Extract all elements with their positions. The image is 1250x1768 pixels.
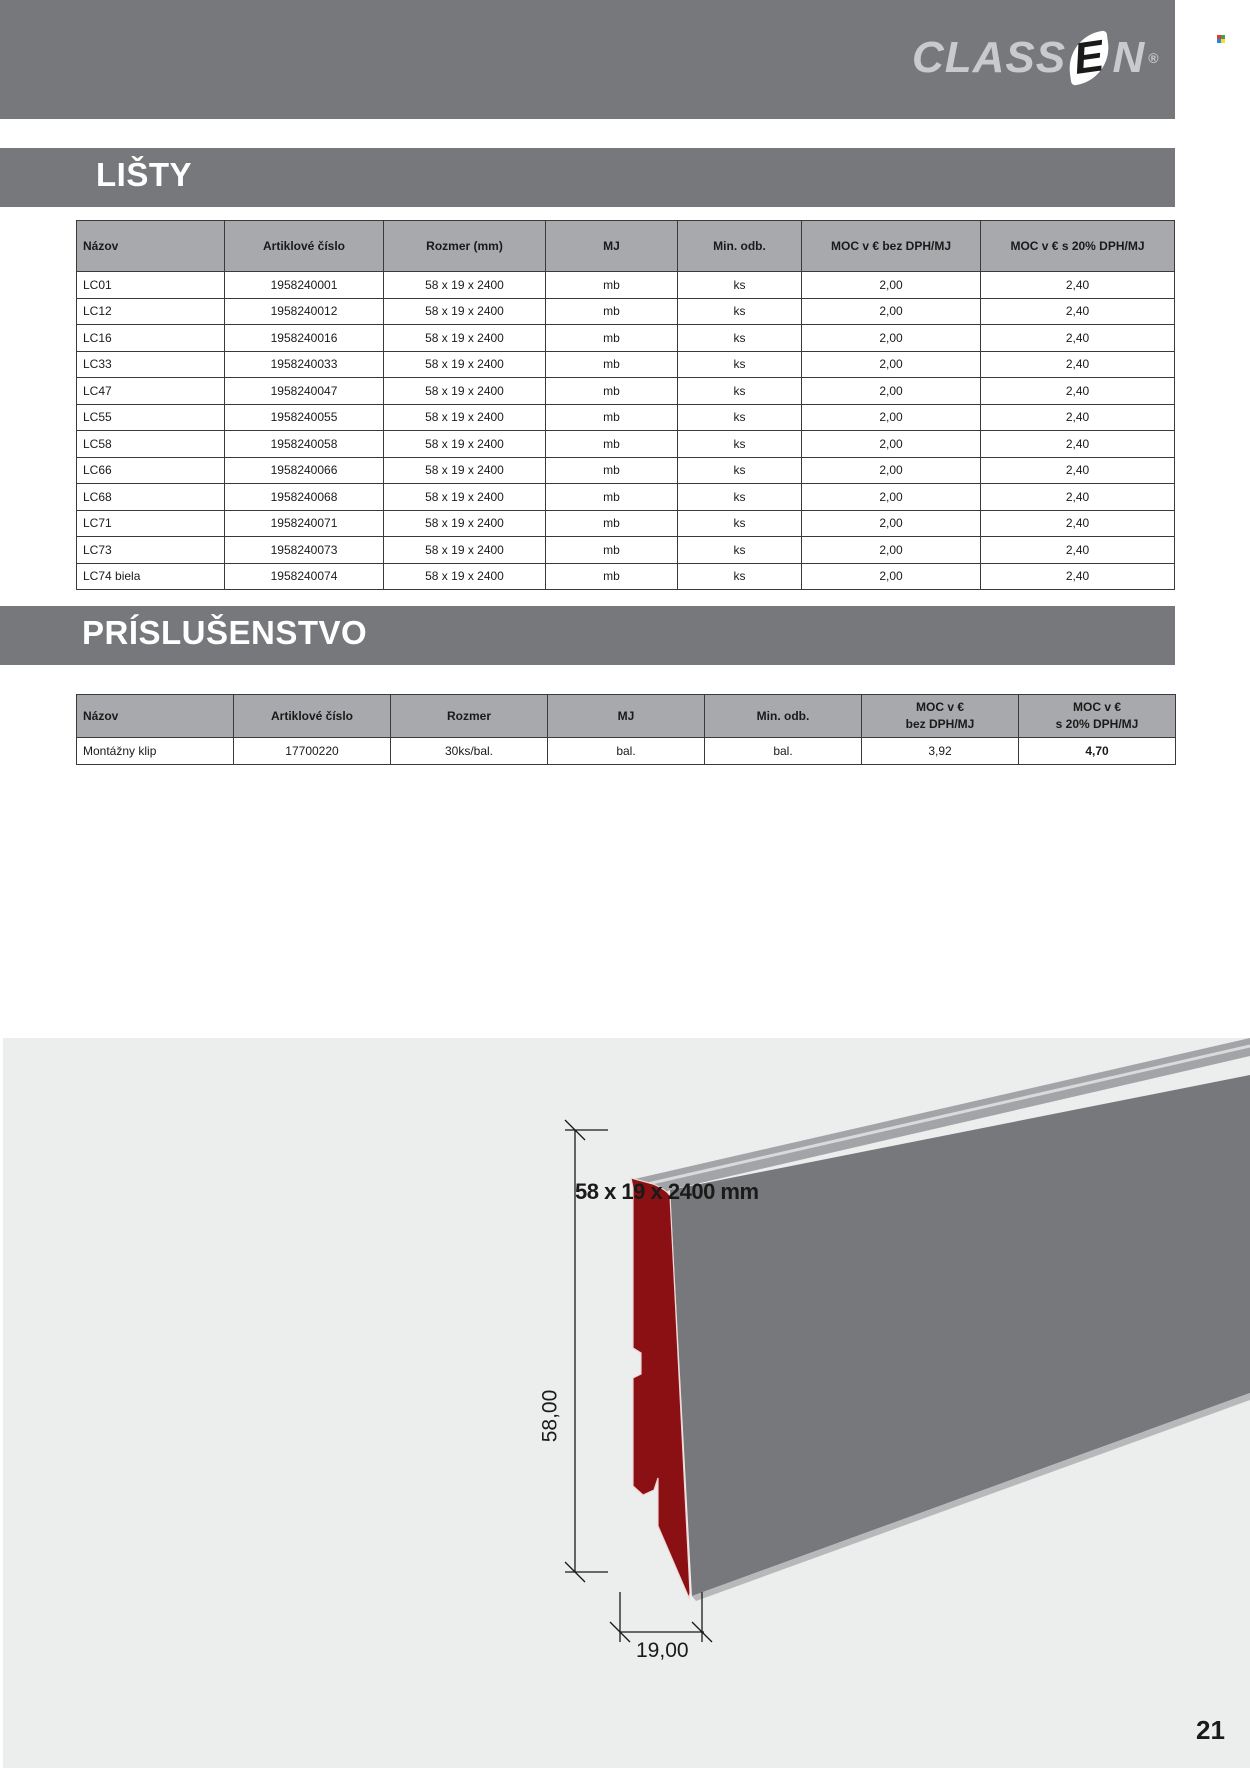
cell-min-odb: ks <box>678 272 802 299</box>
cell-rozmer: 58 x 19 x 2400 <box>384 457 546 484</box>
cell-moc-s-dph: 2,40 <box>981 378 1175 405</box>
section-title-prislusenstvo: PRÍSLUŠENSTVO <box>82 614 368 651</box>
logo-leaf-mark: E <box>1065 30 1114 85</box>
cell-rozmer: 58 x 19 x 2400 <box>384 404 546 431</box>
registered-mark: ® <box>1148 50 1160 66</box>
cell-nazov: LC74 biela <box>77 563 225 590</box>
cell-mj: bal. <box>548 738 705 765</box>
col-header-moc-bez-dph: MOC v € bez DPH/MJ <box>862 695 1019 738</box>
col-header-nazov: Názov <box>77 221 225 272</box>
cell-moc-s-dph: 2,40 <box>981 510 1175 537</box>
logo-text-right: N <box>1112 33 1146 82</box>
col-header-rozmer: Rozmer (mm) <box>384 221 546 272</box>
section-bar-prislusenstvo <box>0 606 1175 665</box>
cell-min-odb: ks <box>678 563 802 590</box>
cell-artikel: 1958240016 <box>225 325 384 352</box>
cell-moc-bez-dph: 2,00 <box>802 325 981 352</box>
cell-moc-s-dph: 2,40 <box>981 404 1175 431</box>
table-row <box>77 404 1175 431</box>
section-bar-listy <box>0 148 1175 207</box>
skirting-diagram-panel <box>3 1038 1250 1768</box>
col-header-artikel: Artiklové číslo <box>234 695 391 738</box>
diagram-dimensions-title: 58 x 19 x 2400 mm <box>575 1179 759 1204</box>
cell-mj: mb <box>546 563 678 590</box>
cell-nazov: LC68 <box>77 484 225 511</box>
cell-moc-s-dph: 2,40 <box>981 484 1175 511</box>
cell-min-odb: ks <box>678 351 802 378</box>
cell-mj: mb <box>546 510 678 537</box>
section-title-listy: LIŠTY <box>96 156 193 193</box>
cell-nazov: LC71 <box>77 510 225 537</box>
cell-min-odb: ks <box>678 431 802 458</box>
col-header-mj: MJ <box>548 695 705 738</box>
cell-mj: mb <box>546 325 678 352</box>
cell-moc-bez-dph: 2,00 <box>802 484 981 511</box>
cell-nazov: LC73 <box>77 537 225 564</box>
cell-min-odb: ks <box>678 510 802 537</box>
cell-moc-s-dph: 2,40 <box>981 457 1175 484</box>
cell-moc-s-dph: 2,40 <box>981 537 1175 564</box>
cell-artikel: 17700220 <box>234 738 391 765</box>
width-dimension-label: 19,00 <box>636 1639 689 1662</box>
cell-artikel: 1958240033 <box>225 351 384 378</box>
cell-mj: mb <box>546 484 678 511</box>
cell-moc-s-dph: 2,40 <box>981 298 1175 325</box>
cell-rozmer: 58 x 19 x 2400 <box>384 431 546 458</box>
col-header-mj: MJ <box>546 221 678 272</box>
cell-artikel: 1958240066 <box>225 457 384 484</box>
prislusenstvo-table <box>76 694 1176 765</box>
cell-moc-s-dph: 4,70 <box>1019 738 1176 765</box>
cell-mj: mb <box>546 537 678 564</box>
cell-moc-bez-dph: 2,00 <box>802 457 981 484</box>
cell-min-odb: ks <box>678 404 802 431</box>
table-row <box>77 272 1175 299</box>
table-row <box>77 484 1175 511</box>
table-header-row <box>77 695 1176 738</box>
skirting-profile-drawing <box>3 1038 1250 1768</box>
cell-moc-s-dph: 2,40 <box>981 272 1175 299</box>
cell-moc-bez-dph: 3,92 <box>862 738 1019 765</box>
cell-rozmer: 58 x 19 x 2400 <box>384 351 546 378</box>
cell-moc-bez-dph: 2,00 <box>802 378 981 405</box>
col-header-artikel: Artiklové číslo <box>225 221 384 272</box>
cell-rozmer: 58 x 19 x 2400 <box>384 325 546 352</box>
cell-nazov: LC55 <box>77 404 225 431</box>
col-header-min-odb: Min. odb. <box>678 221 802 272</box>
cell-artikel: 1958240074 <box>225 563 384 590</box>
cell-artikel: 1958240047 <box>225 378 384 405</box>
table-row <box>77 325 1175 352</box>
table-row <box>77 378 1175 405</box>
cell-moc-bez-dph: 2,00 <box>802 298 981 325</box>
cell-nazov: LC47 <box>77 378 225 405</box>
page-number: 21 <box>1196 1715 1225 1745</box>
cell-min-odb: ks <box>678 298 802 325</box>
cell-moc-s-dph: 2,40 <box>981 431 1175 458</box>
listy-table <box>76 220 1175 590</box>
cell-moc-bez-dph: 2,00 <box>802 510 981 537</box>
cell-rozmer: 58 x 19 x 2400 <box>384 484 546 511</box>
col-header-moc-s-dph: MOC v € s 20% DPH/MJ <box>981 221 1175 272</box>
table-row <box>77 510 1175 537</box>
col-header-moc-bez-dph: MOC v € bez DPH/MJ <box>802 221 981 272</box>
cell-min-odb: ks <box>678 457 802 484</box>
col-header-rozmer: Rozmer <box>391 695 548 738</box>
cell-artikel: 1958240001 <box>225 272 384 299</box>
cell-moc-bez-dph: 2,00 <box>802 537 981 564</box>
color-dots-icon <box>1217 35 1225 43</box>
cell-moc-bez-dph: 2,00 <box>802 431 981 458</box>
cell-min-odb: ks <box>678 378 802 405</box>
table-row <box>77 298 1175 325</box>
cell-mj: mb <box>546 404 678 431</box>
cell-nazov: LC33 <box>77 351 225 378</box>
table-row <box>77 738 1176 765</box>
cell-moc-s-dph: 2,40 <box>981 351 1175 378</box>
table-row <box>77 563 1175 590</box>
cell-nazov: LC01 <box>77 272 225 299</box>
cell-rozmer: 58 x 19 x 2400 <box>384 272 546 299</box>
col-header-moc-s-dph: MOC v € s 20% DPH/MJ <box>1019 695 1176 738</box>
cell-artikel: 1958240058 <box>225 431 384 458</box>
cell-min-odb: ks <box>678 537 802 564</box>
cell-artikel: 1958240071 <box>225 510 384 537</box>
cell-mj: mb <box>546 378 678 405</box>
cell-min-odb: ks <box>678 484 802 511</box>
cell-moc-bez-dph: 2,00 <box>802 404 981 431</box>
cell-moc-bez-dph: 2,00 <box>802 272 981 299</box>
cell-rozmer: 58 x 19 x 2400 <box>384 298 546 325</box>
cell-mj: mb <box>546 272 678 299</box>
cell-moc-s-dph: 2,40 <box>981 325 1175 352</box>
col-header-min-odb: Min. odb. <box>705 695 862 738</box>
logo-text-left: CLASS <box>912 33 1067 82</box>
cell-min-odb: ks <box>678 325 802 352</box>
table-row <box>77 537 1175 564</box>
cell-artikel: 1958240068 <box>225 484 384 511</box>
cell-moc-bez-dph: 2,00 <box>802 563 981 590</box>
table-row <box>77 457 1175 484</box>
cell-rozmer: 58 x 19 x 2400 <box>384 378 546 405</box>
table-header-row <box>77 221 1175 272</box>
cell-rozmer: 58 x 19 x 2400 <box>384 563 546 590</box>
cell-rozmer: 30ks/bal. <box>391 738 548 765</box>
cell-rozmer: 58 x 19 x 2400 <box>384 510 546 537</box>
cell-artikel: 1958240055 <box>225 404 384 431</box>
cell-nazov: LC58 <box>77 431 225 458</box>
cell-artikel: 1958240073 <box>225 537 384 564</box>
col-header-nazov: Názov <box>77 695 234 738</box>
cell-moc-s-dph: 2,40 <box>981 563 1175 590</box>
cell-moc-bez-dph: 2,00 <box>802 351 981 378</box>
cell-nazov: LC12 <box>77 298 225 325</box>
cell-mj: mb <box>546 298 678 325</box>
height-dimension-label: 58,00 <box>538 1389 562 1443</box>
cell-artikel: 1958240012 <box>225 298 384 325</box>
classen-logo <box>912 26 1160 90</box>
table-row <box>77 351 1175 378</box>
cell-nazov: Montážny klip <box>77 738 234 765</box>
cell-mj: mb <box>546 457 678 484</box>
cell-min-odb: bal. <box>705 738 862 765</box>
cell-mj: mb <box>546 431 678 458</box>
table-row <box>77 431 1175 458</box>
cell-mj: mb <box>546 351 678 378</box>
cell-nazov: LC66 <box>77 457 225 484</box>
cell-rozmer: 58 x 19 x 2400 <box>384 537 546 564</box>
cell-nazov: LC16 <box>77 325 225 352</box>
